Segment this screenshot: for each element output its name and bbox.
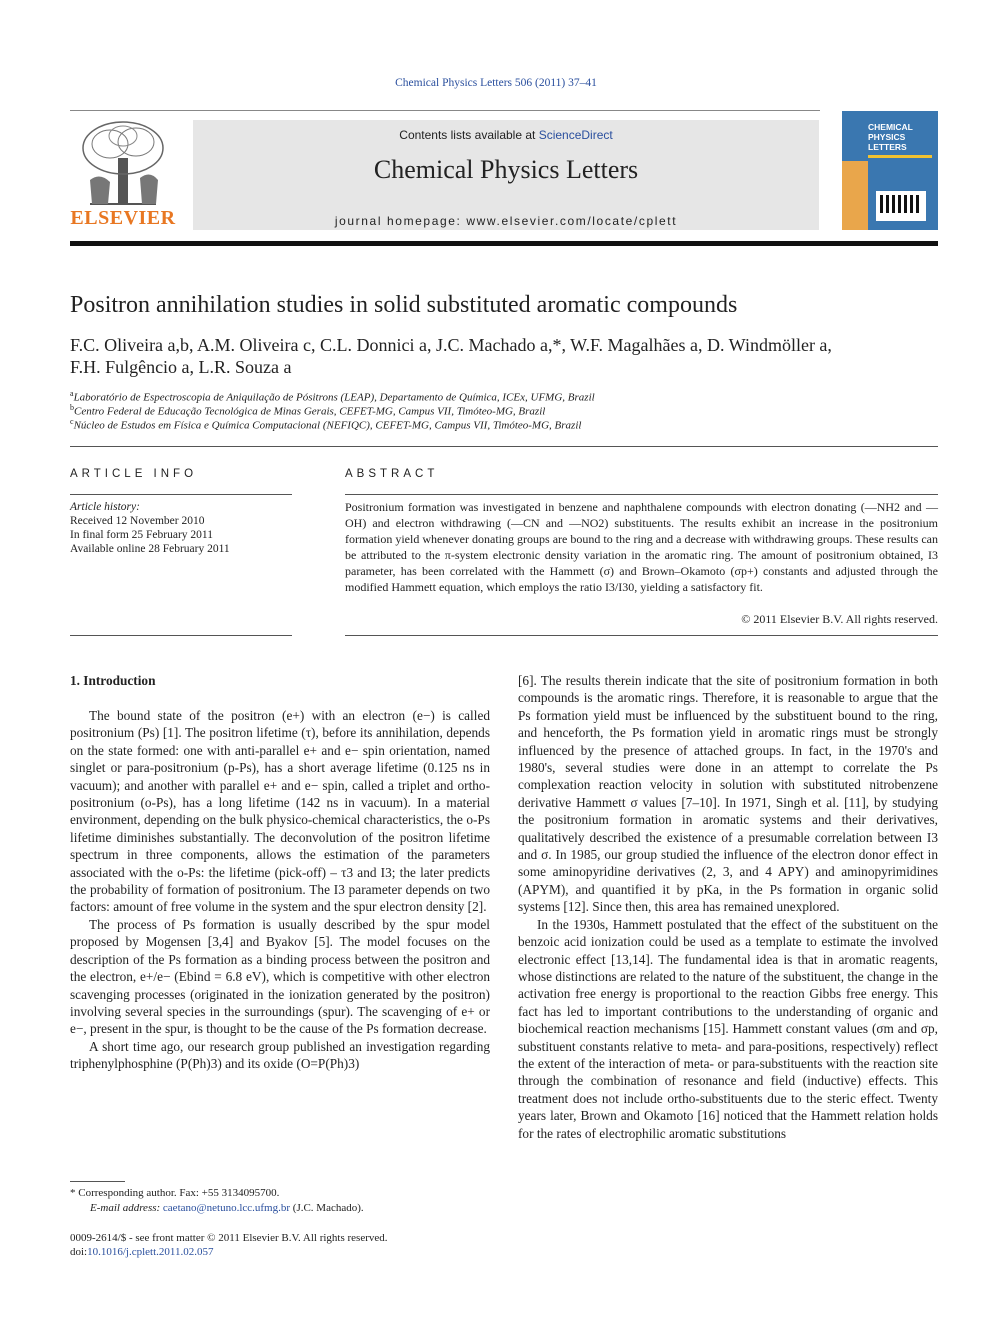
journal-header [193,120,819,230]
abstract-text: Positronium formation was investigated in benzene and naphthalene compounds with electron donating (—NH2 and —OH) and electron withdrawing (—CN and —NO2) substituents. The results exhibit an increase in the positronium formation yield whenever donating groups are bound to the ring and a decrease with withdrawing groups. These results can be attributed to the π-system electronic density variation in the aromatic ring. The amount of positronium obtained, I3 parameter, has been correlated with the Hammett (σ) and Brown–Okamoto (σp+) constants and adjusted through the modified Hammett equation, which employs the ratio I3/I30, yielding a satisfactory fit. [345,500,938,594]
paragraph: A short time ago, our research group published an investigation regarding triphenylphosphine (P(Ph)3) and its oxide (O=P(Ph)3) [70,1038,490,1072]
article-title: Positron annihilation studies in solid substituted aromatic compounds [70,292,738,318]
paragraph: In the 1930s, Hammett postulated that the effect of the substituent on the benzoic acid ionization could be used as a template to estimate the involved electronic effect [13,14]. The fundamental idea is that in aromatic reagents, whose distinctions are related to the nature of the substituent, the change in the activation free energy is proportional to the reaction Gibbs free energy. This fact has led to important contributions to the understanding of organic and biochemical reaction mechanisms [15]. Hammett constant values (σm and σp, substituent constants relative to meta- and para-positions, respectively) reflect the extent of the interaction of meta- or para-substituents with the reaction site through the combination of resonance and field (inductive) effects. This treatment does not include ortho-substituents due to the steric effect. Twenty years later, Brown and Okamoto [16] noticed that the Hammett relation holds for the rates of electrophilic aromatic substitutions [518,916,938,1141]
copyright-notice: © 2011 Elsevier B.V. All rights reserved. [741,612,938,626]
journal-homepage[interactable]: journal homepage: www.elsevier.com/locate/cplett [334,214,678,228]
header-divider [70,241,938,246]
cover-title: CHEMICAL PHYSICS LETTERS [868,122,913,152]
contents-prefix: Contents lists available at [399,128,539,142]
paragraph: The process of Ps formation is usually described by the spur model proposed by Mogensen [3,4] and Byakov [5]. The model focuses on the description of the Ps formation as a binding process between the positron and the electron, e+/e− (Ebind = 6.8 eV), which is competitive with other electron scavenging processes (originated in the ionization generated by the positron) involving several species in the surroundings (spur). The scavenging of e+ or e−, present in the spur, is thought to be the cause of the Ps formation decrease. [70,916,490,1037]
doi-link[interactable]: 10.1016/j.cplett.2011.02.057 [87,1246,214,1258]
corresponding-author: * Corresponding author. Fax: +55 3134095700. [70,1187,280,1199]
issn-line: 0009-2614/$ - see front matter © 2011 Elsevier B.V. All rights reserved. [70,1232,388,1244]
abstract-heading: ABSTRACT [345,468,439,480]
introduction-heading: 1. Introduction [70,673,156,688]
abstract-divider [345,494,938,495]
affiliation-a: $^a$Laboratório de Espectroscopia de Aniquilação de Pósitrons (LEAP), Departamento de Química, ICEx, UFMG, Brazil [70,389,595,404]
email-suffix: (J.C. Machado). [290,1202,364,1214]
final-form-date: In final form 25 February 2011 [70,529,213,541]
history-label: Article history: [70,501,140,513]
elsevier-wordmark: ELSEVIER [70,207,176,229]
cover-stripe [868,155,932,158]
footnote-divider [70,1181,125,1182]
received-date: Received 12 November 2010 [70,515,205,527]
left-column [70,707,490,1073]
contents-line [193,128,819,142]
article-info-heading: ARTICLE INFO [70,468,198,480]
tree-icon [70,118,176,208]
affiliations-divider [70,446,938,447]
elsevier-logo [70,118,176,230]
publication-info [70,1231,388,1259]
email-link[interactable]: caetano@netuno.lcc.ufmg.br [162,1202,291,1214]
online-date: Available online 28 February 2011 [70,543,230,555]
right-column [518,672,938,1142]
journal-reference[interactable]: Chemical Physics Letters 506 (2011) 37–41 [395,77,597,89]
article-info-end-divider [70,635,292,636]
email-label: E-mail address: [90,1202,163,1214]
top-divider [70,110,820,111]
affiliation-c: $^c$Núcleo de Estudos em Física e Química Computacional (NEFIQC), CEFET-MG, Campus VII, Timóteo-MG, Brazil [70,417,582,432]
paragraph: [6]. The results therein indicate that the site of positronium formation in both compounds is the aromatic rings. Therefore, it is reasonable to argue that the Ps formation yield must be influenced by the substituent bound to the ring, and henceforth, the Ps formation yield in aromatic rings must be strongly influenced by the presence of attached groups. In fact, in the 1970's and 1980's, several studies were done in an attempt to correlate the Ps complexation reaction velocity in solution with substituted nitrobenzene derivative Hammett σ values [7–10]. In 1971, Singh et al. [11], by studying the positronium formation in aromatic systems and their derivatives, qualitatively described the existence of a presumable correlation between I3 and σ. In 1985, our group studied the influence of the electron donor effect in some aminopyridine derivatives (2, 3, and 4 APY) and aminopyrimidines (APYM), and quantified it by pKa, in the Ps formation in organic solid systems [12]. Since then, this area has remained unexplored. [518,673,938,915]
footnote [70,1186,364,1216]
journal-title: Chemical Physics Letters [373,155,639,184]
article-history [70,500,230,556]
article-info-divider [70,494,292,495]
abstract-end-divider [345,635,938,636]
authors-line-1[interactable]: F.C. Oliveira a,b, A.M. Oliveira c, C.L. Donnici a, J.C. Machado a,*, W.F. Magalhães a, D. Windmöller a, [70,335,832,355]
affiliation-b: $^b$Centro Federal de Educação Tecnológica de Minas Gerais, CEFET-MG, Campus VII, Timóteo-MG, Brazil [70,403,546,418]
cover-panel [842,161,868,230]
authors-line-2[interactable]: F.H. Fulgêncio a, L.R. Souza a [70,357,292,377]
journal-cover [842,111,938,230]
doi-label: doi: [70,1246,88,1258]
sciencedirect-link[interactable]: ScienceDirect [538,128,613,142]
cover-barcode-icon [876,191,926,221]
author-list [70,334,938,378]
paragraph: The bound state of the positron (e+) with an electron (e−) is called positronium (Ps) [1]. The positron lifetime (τ), before its annihilation, depends on the state formed: one with anti-parallel e+ and e− spin orientation, named singlet or para-positronium (p-Ps), has a short average lifetime (0.125 ns in vacuum); and another with parallel e+ and e− spin, called a triplet and ortho-positronium (o-Ps), has a long lifetime (142 ns in vacuum). In a material environment, depending on the bulk physico-chemical characteristics, the o-Ps lifetime diminishes substantially. The deconvolution of the positron lifetime spectrum in three components, allows the estimation of the parameters associated with the o-Ps: the lifetime (pick-off) – τ3 and I3; the later predicts the probability of formation of positronium. The I3 parameter depends on two factors: amount of free volume in the system and the spur electron density [2]. [70,708,490,915]
